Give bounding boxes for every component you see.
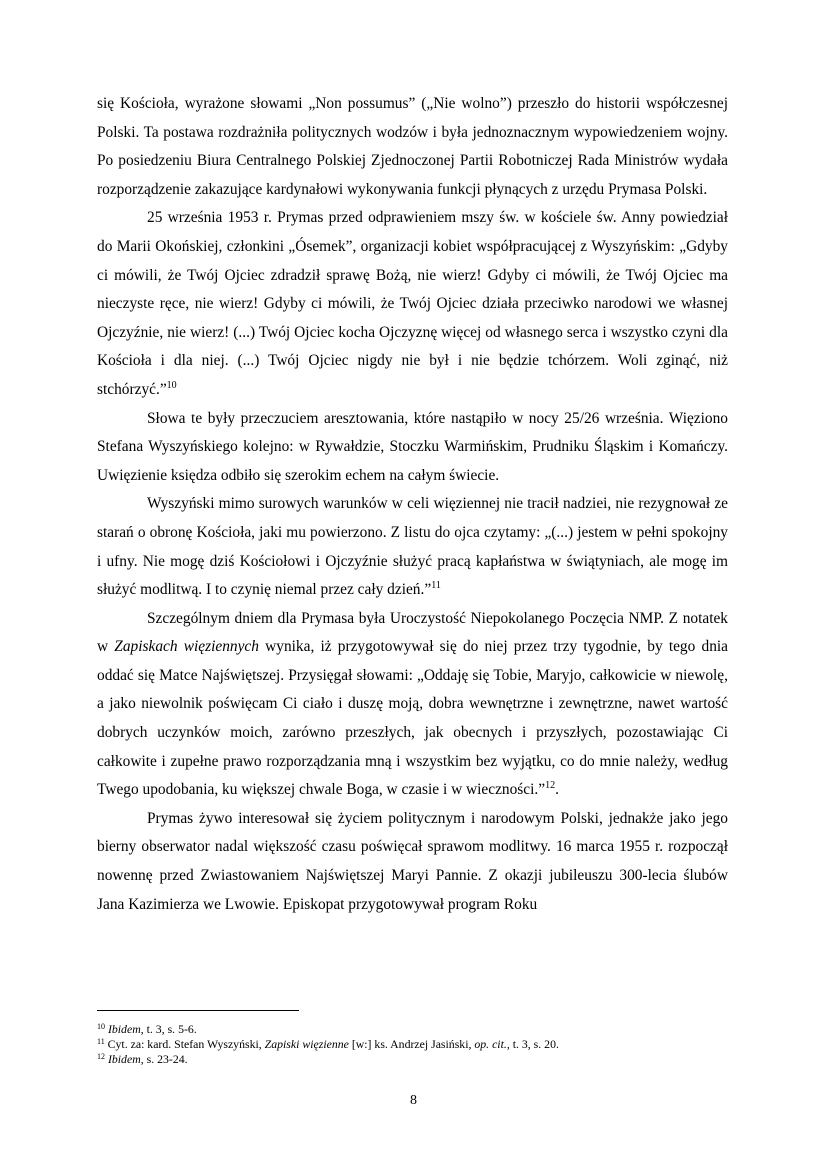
paragraph (97, 204, 728, 404)
text-run: Prymas żywo interesował się życiem politycznym i narodowym Polski, jednakże jako jego bierny obserwator nadal większość czasu poświęcał sprawom modlitwy. 16 marca 1955 r. rozpoczął nowennę przed Zwiastowaniem Najświętszej Maryi Pannie. Z okazji jubileuszu 300-lecia ślubów Jana Kazimierza we Lwowie. Episkopat przygotowywał program Roku (97, 809, 728, 913)
footnote-separator (97, 1010, 299, 1011)
text-run: [w:] ks. Andrzej Jasiński, (348, 1037, 475, 1051)
text-run: , t. 3, s. 20. (506, 1037, 559, 1051)
paragraph (97, 805, 728, 919)
footnote-reference: 11 (431, 580, 441, 592)
page-number: 8 (410, 1093, 417, 1108)
footnote (97, 1022, 728, 1037)
text-run: Wyszyński mimo surowych warunków w celi więziennej nie tracił nadziei, nie rezygnował ze starań o obronę Kościoła, jaki mu powierzono. Z listu do ojca czytamy: „(...) jestem w pełni spokojny i ufny. Nie mogę dziś Kościołowi i Ojczyźnie służyć pracą kapłaństwa w świątyniach, ale mogę im służyć modlitwą. I to czynię niemal przez cały dzień.” (97, 495, 728, 599)
body-text (97, 90, 728, 919)
paragraph (97, 405, 728, 491)
paragraph (97, 490, 728, 604)
footnote-number: 11 (97, 1037, 105, 1046)
footnote-reference: 12 (545, 780, 556, 792)
text-run: 25 września 1953 r. Prymas przed odprawieniem mszy św. w kościele św. Anny powiedział do Marii Okońskiej, członkini „Ósemek”, organizacji kobiet współpracującej z Wyszyńskim: „Gdyby ci mówili, że Twój Ojciec zdradził sprawę Bożą, nie wierz! Gdyby ci mówili, że Twój Ojciec ma nieczyste ręce, nie wierz! Gdyby ci mówili, że Twój Ojciec działa przeciwko narodowi we własnej Ojczyźnie, nie wierz! (...) Twój Ojciec kocha Ojczyznę więcej od własnego serca i wszystko czyni dla Kościoła i dla niej. (...) Twój Ojciec nigdy nie był i nie będzie tchórzem. Woli zginąć, niż stchórzyć.” (97, 209, 728, 398)
text-run: wynika, iż przygotowywał się do niej przez trzy tygodnie, by tego dnia oddać się Matce Najświętszej. Przysięgał słowami: „Oddaję się Tobie, Maryjo, całkowicie w niewolę, a jako niewolnik poświęcam Ci ciało i duszę moją, dobra wewnętrzne i zewnętrzne, nawet wartość dobrych uczynków moich, zarówno przeszłych, jak obecnych i przyszłych, pozostawiając Ci całkowite i zupełne prawo rozporządzania mną i wszystkim bez wyjątku, co do mnie należy, według Twego upodobania, ku większej chwale Boga, w czasie i w wieczności.” (97, 638, 728, 799)
text-run: , t. 3, s. 5-6. (140, 1022, 197, 1036)
italic-text: Zapiskach więziennych (114, 638, 259, 656)
footnotes (97, 1022, 728, 1067)
text-run: Cyt. za: kard. Stefan Wyszyński, (107, 1037, 265, 1051)
text-run: się Kościoła, wyrażone słowami „Non possumus” („Nie wolno”) przeszło do historii współczesnej Polski. Ta postawa rozdrażniła politycznych wodzów i była jednoznacznym wypowiedzeniem wojny. Po posiedzeniu Biura Centralnego Polskiej Zjednoczonej Partii Robotniczej Rada Ministrów wydała rozporządzenie zakazujące kardynałowi wykonywania funkcji płynących z urzędu Prymasa Polski. (97, 95, 728, 198)
footnote (97, 1037, 728, 1052)
italic-text: op. cit. (474, 1037, 507, 1051)
text-run: , s. 23-24. (140, 1052, 188, 1066)
footnote-number: 10 (97, 1022, 105, 1031)
footnote (97, 1052, 728, 1067)
text-run: Szczególnym dniem dla Prymasa była Uroczystość Niepokolanego Poczęcia NMP. Z notatek w (97, 609, 728, 656)
paragraph (97, 90, 728, 204)
paragraph (97, 605, 728, 805)
text-run: Słowa te były przeczuciem aresztowania, które nastąpiło w nocy 25/26 września. Więziono Stefana Wyszyńskiego kolejno: w Rywałdzie, Stoczku Warmińskim, Prudniku Śląskim i Komańczy. Uwięzienie księdza odbiło się szerokim echem na całym świecie. (97, 409, 728, 484)
italic-text: Ibidem (107, 1022, 141, 1036)
footnote-number: 12 (97, 1052, 105, 1061)
italic-text: Zapiski więzienne (264, 1037, 349, 1051)
footnote-reference: 10 (166, 379, 177, 391)
italic-text: Ibidem (107, 1052, 141, 1066)
text-run: . (555, 781, 559, 799)
